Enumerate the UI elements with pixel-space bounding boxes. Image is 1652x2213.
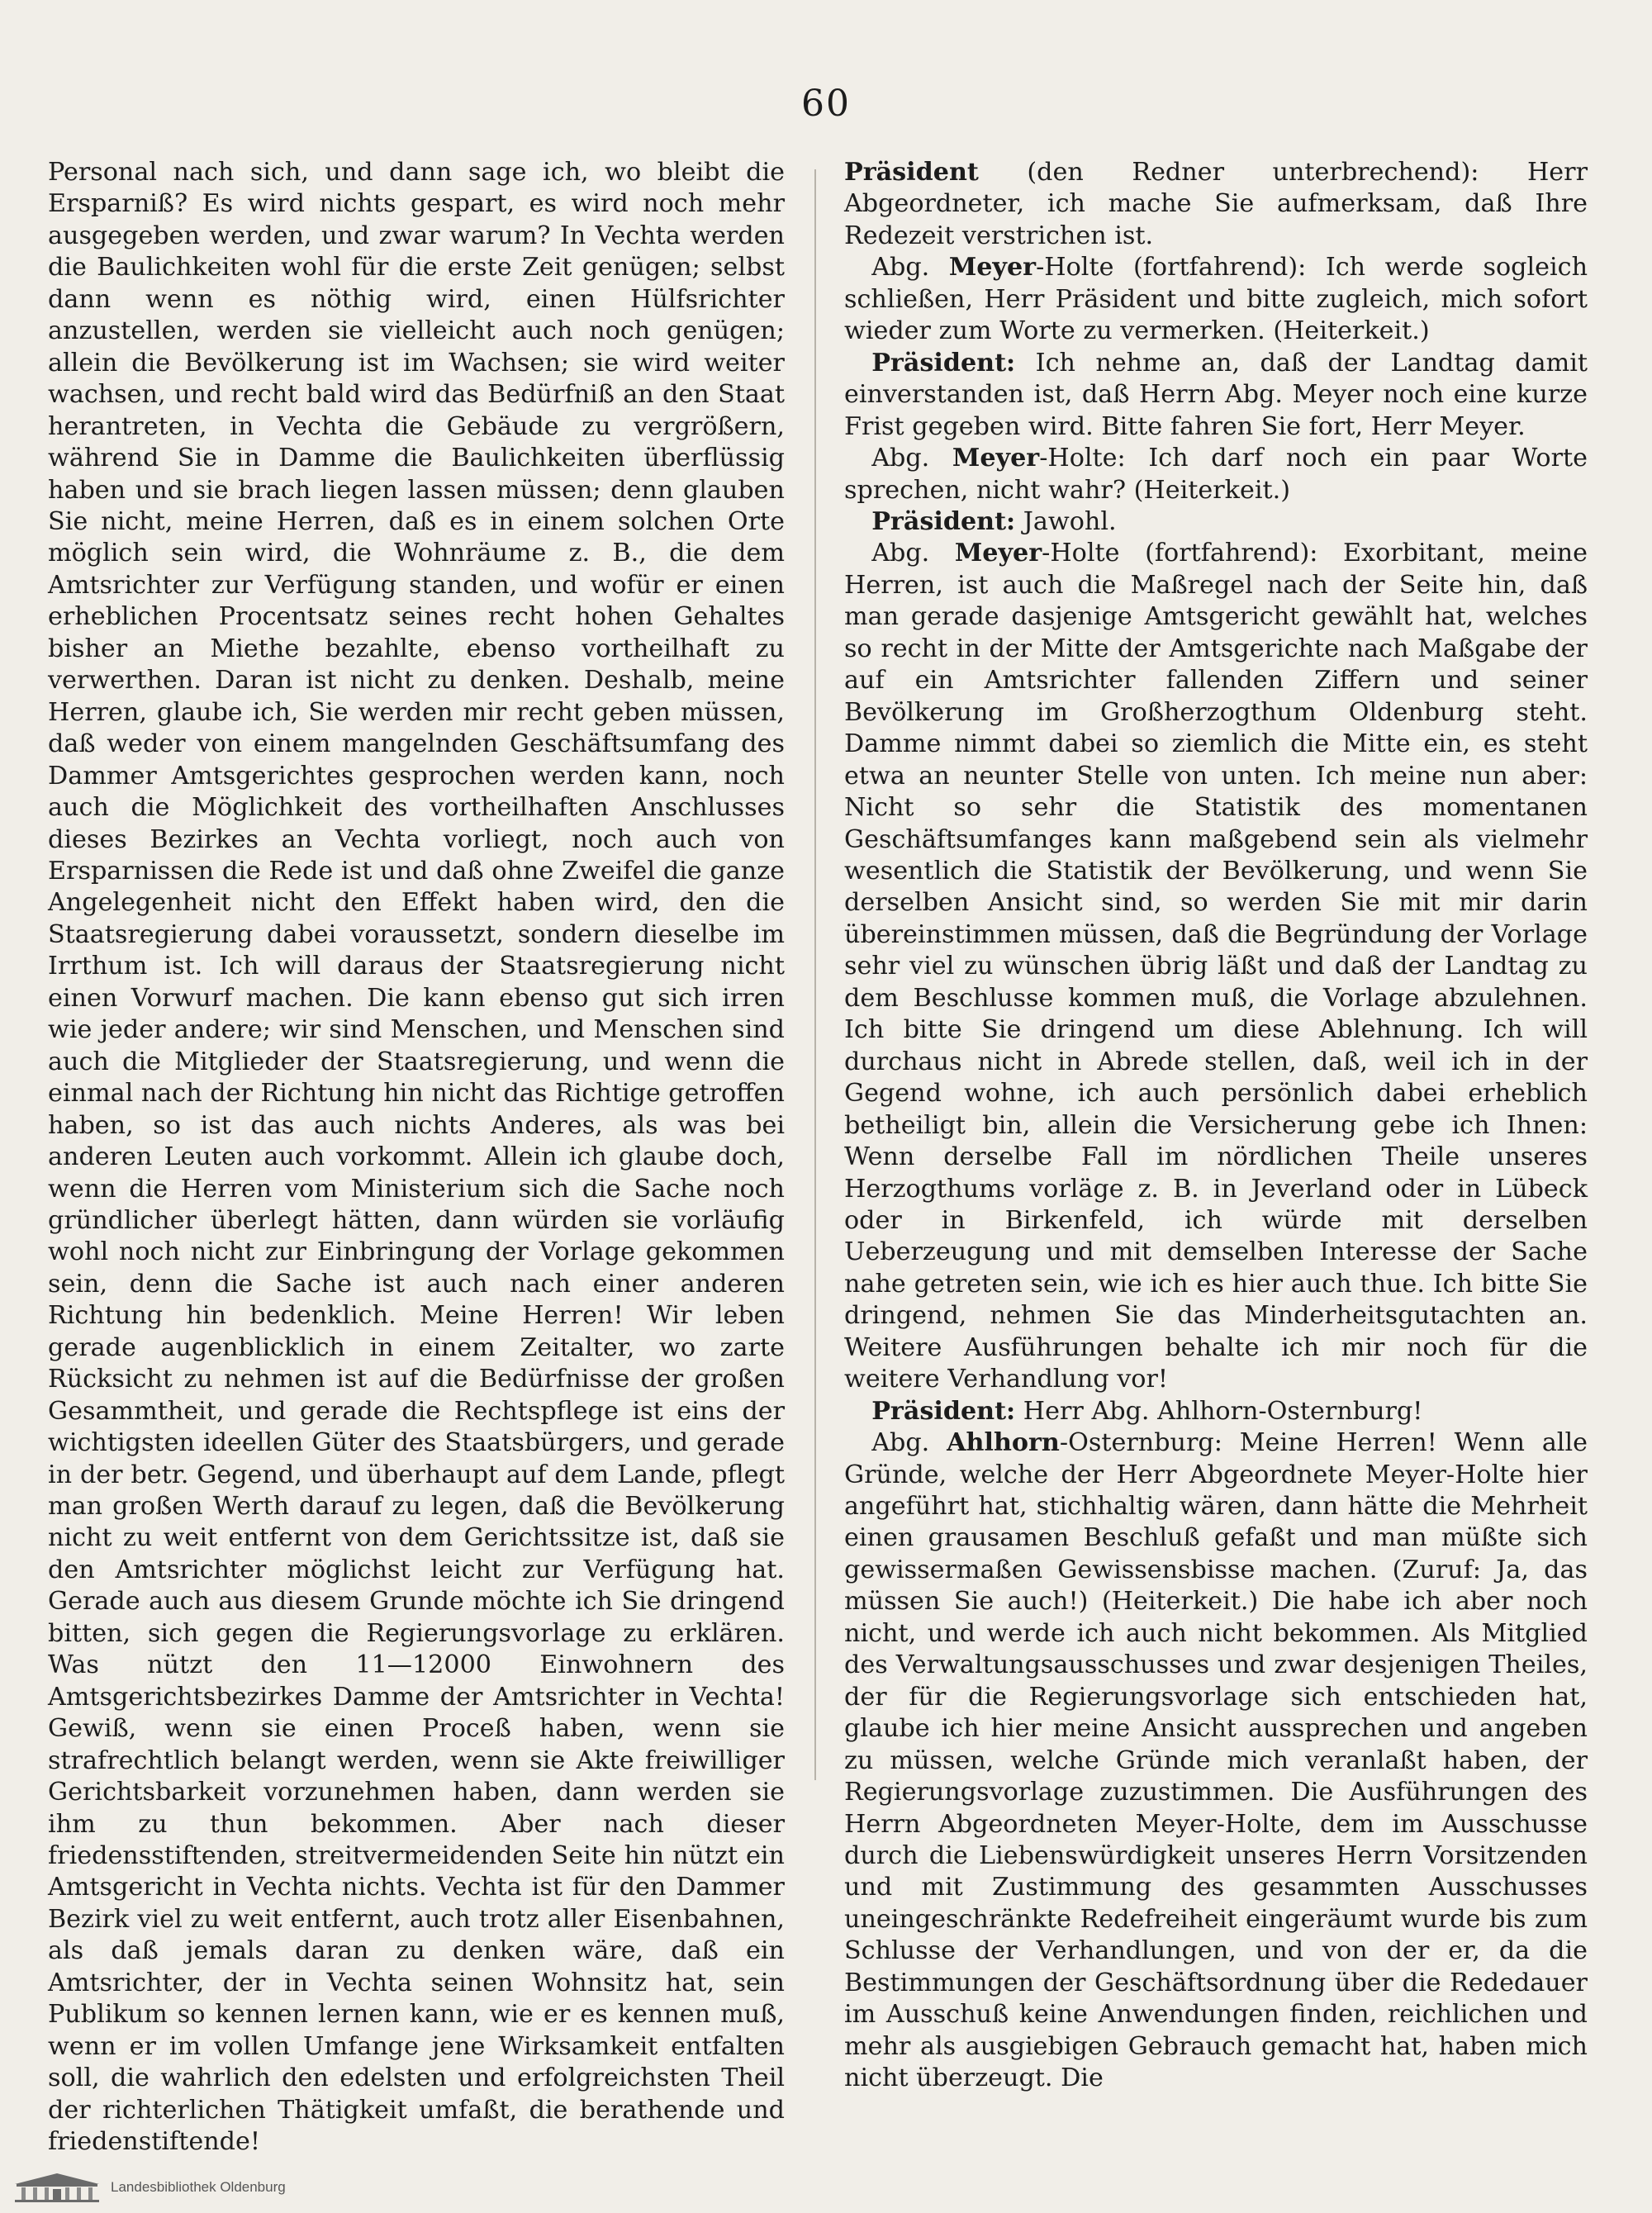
right-column: [844, 157, 1588, 2095]
speech-prefix: Abg.: [871, 539, 955, 568]
column-divider: [814, 169, 816, 1780]
speaker-name: Präsident:: [871, 1396, 1016, 1426]
library-building-icon: [12, 2171, 102, 2204]
speaker-name: Präsident:: [871, 348, 1016, 378]
page-number: 60: [801, 83, 851, 125]
speaker-name: Präsident:: [871, 506, 1016, 536]
speech-paragraph: [844, 157, 1588, 252]
speech-prefix: Abg.: [871, 1428, 947, 1458]
speech-paragraph: [844, 506, 1588, 538]
speech-text: -Holte: Ich darf noch ein paar Worte sprechen, nicht wahr? (Heiterkeit.): [844, 444, 1588, 505]
speaker-name: Ahlhorn: [947, 1428, 1060, 1458]
speech-paragraph: [844, 443, 1588, 506]
footer: [12, 2171, 286, 2204]
speech-text: Jawohl.: [1015, 506, 1117, 536]
speech-text: Herr Abg. Ahlhorn-Osternburg!: [1015, 1396, 1423, 1426]
speech-paragraph: [844, 538, 1588, 1395]
left-column: [48, 157, 785, 2158]
speech-prefix: Abg.: [871, 444, 952, 473]
footer-label: Landesbibliothek Oldenburg: [111, 2179, 286, 2195]
speech-paragraph: [844, 252, 1588, 347]
speech-paragraph: [844, 1396, 1588, 1427]
left-paragraph: Personal nach sich, und dann sage ich, wo bleibt die Ersparniß? Es wird nichts gespart, es wird noch mehr ausgegeben werden, und zwar warum? In Vechta werden die Baulichkeiten wohl für die erste Zeit genügen; selbst dann wenn es nöthig wird, einen Hülfsrichter anzustellen, werden sie vielleicht auch noch genügen; allein die Bevölkerung ist im Wachsen; sie wird weiter wachsen, und recht bald wird das Bedürfniß an den Staat herantreten, in Vechta die Gebäude zu vergrößern, während Sie in Damme die Baulichkeiten überflüssig haben und sie brach liegen lassen müssen; denn glauben Sie nicht, meine Herren, daß es in einem solchen Orte möglich sein wird, die Wohnräume z. B., die dem Amtsrichter zur Verfügung standen, und wofür er einen erheblichen Procentsatz seines recht hohen Gehaltes bisher an Miethe bezahlte, ebenso vortheilhaft zu verwerthen. Daran ist nicht zu denken. Deshalb, meine Herren, glaube ich, Sie werden mir recht geben müssen, daß weder von einem mangelnden Geschäftsumfang des Dammer Amtsgerichtes gesprochen werden kann, noch auch die Möglichkeit des vortheilhaften Anschlusses dieses Bezirkes an Vechta vorliegt, noch auch von Ersparnissen die Rede ist und daß ohne Zweifel die ganze Angelegenheit nicht den Effekt haben wird, den die Staatsregierung dabei voraussetzt, sondern dieselbe im Irrthum ist. Ich will daraus der Staatsregierung nicht einen Vorwurf machen. Die kann ebenso gut sich irren wie jeder andere; wir sind Menschen, und Menschen sind auch die Mitglieder der Staatsregierung, und wenn die einmal nach der Richtung hin nicht das Richtige getroffen haben, so ist das auch nichts Anderes, als was bei anderen Leuten auch vorkommt. Allein ich glaube doch, wenn die Herren vom Ministerium sich die Sache noch gründlicher überlegt hätten, dann würden sie vorläufig wohl noch nicht zur Einbringung der Vorlage gekommen sein, denn die Sache ist auch nach einer anderen Richtung hin bedenklich. Meine Herren! Wir leben gerade augenblicklich in einem Zeitalter, wo zarte Rücksicht zu nehmen ist auf die Bedürfnisse der großen Gesammtheit, und gerade die Rechtspflege ist eins der wichtigsten ideellen Güter des Staatsbürgers, und gerade in der betr. Gegend, und überhaupt auf dem Lande, pflegt man großen Werth darauf zu legen, daß die Bevölkerung nicht zu weit entfernt von dem Gerichtssitze ist, daß sie den Amtsrichter möglichst leicht zur Verfügung hat. Gerade auch aus diesem Grunde möchte ich Sie dringend bitten, sich gegen die Regierungsvorlage zu erklären. Was nützt den 11—12000 Einwohnern des Amtsgerichtsbezirkes Damme der Amtsrichter in Vechta! Gewiß, wenn sie einen Proceß haben, wenn sie strafrechtlich belangt werden, wenn sie Akte freiwilliger Gerichtsbarkeit vorzunehmen haben, dann werden sie ihm zu thun bekommen. Aber nach dieser friedensstiftenden, streitvermeidenden Seite hin nützt ein Amtsgericht in Vechta nichts. Vechta ist für den Dammer Bezirk viel zu weit entfernt, auch trotz aller Eisenbahnen, als daß jemals daran zu denken wäre, daß ein Amtsrichter, der in Vechta seinen Wohnsitz hat, sein Publikum so kennen lernen kann, wie er es kennen muß, wenn er im vollen Umfange jene Wirksamkeit entfalten soll, die wahrlich den edelsten und erfolgreichsten Theil der richterlichen Thätigkeit umfaßt, die berathende und friedenstiftende!: [48, 158, 785, 2157]
speaker-name: Meyer: [948, 253, 1037, 283]
speech-text: -Holte (fortfahrend): Ich werde sogleich schließen, Herr Präsident und bitte zugleich, mich sofort wieder zum Worte zu vermerken. (Heiterkeit.): [844, 253, 1588, 346]
speech-paragraph: [844, 1427, 1588, 2095]
speech-paragraph: [844, 348, 1588, 443]
speech-text: -Osternburg: Meine Herren! Wenn alle Gründe, welche der Herr Abgeordnete Meyer-Holte hier angeführt hat, stichhaltig wären, dann hätte die Mehrheit einen grausamen Beschluß gefaßt und man müßte sich gewissermaßen Gewissensbisse machen. (Zuruf: Ja, das müssen Sie auch!) (Heiterkeit.) Die habe ich aber noch nicht, und werde ich auch nicht bekommen. Als Mitglied des Verwaltungsausschusses und zwar desjenigen Theiles, der für die Regierungsvorlage sich entschieden hat, glaube ich hier meine Ansicht aussprechen und angeben zu müssen, welche Gründe mich veranlaßt haben, der Regierungsvorlage zuzustimmen. Die Ausführungen des Herrn Abgeordneten Meyer-Holte, dem im Ausschusse durch die Liebenswürdigkeit unseres Herrn Vorsitzenden und mit Zustimmung des gesammten Ausschusses uneingeschränkte Redefreiheit eingeräumt wurde bis zum Schlusse der Verhandlungen, und von der er, da die Bestimmungen der Geschäftsordnung über die Rededauer im Ausschuß keine Anwendungen finden, reichlichen und mehr als ausgiebigen Gebrauch gemacht hat, haben mich nicht überzeugt. Die: [844, 1428, 1588, 2093]
speaker-name: Meyer: [954, 539, 1042, 568]
speech-text: (den Redner unterbrechend): Herr Abgeordneter, ich mache Sie aufmerksam, daß Ihre Redezeit verstrichen ist.: [844, 158, 1588, 250]
speech-text: Ich nehme an, daß der Landtag damit einverstanden ist, daß Herrn Abg. Meyer noch eine kurze Frist gegeben wird. Bitte fahren Sie fort, Herr Meyer.: [844, 348, 1588, 441]
speaker-name: Präsident: [844, 158, 979, 187]
speaker-name: Meyer: [952, 444, 1040, 473]
speech-prefix: Abg.: [871, 253, 949, 283]
speech-text: -Holte (fortfahrend): Exorbitant, meine Herren, ist auch die Maßregel nach der Seite hin, daß man gerade dasjenige Amtsgericht gewählt hat, welches so recht in der Mitte der Amtsgerichte nach Maßgabe der auf ein Amtsrichter fallenden Ziffern und seiner Bevölkerung im Großherzogthum Oldenburg steht. Damme nimmt dabei so ziemlich die Mitte ein, es steht etwa an neunter Stelle von unten. Ich meine nun aber: Nicht so sehr die Statistik des momentanen Geschäftsumfanges kann maßgebend sein als vielmehr wesentlich die Statistik der Bevölkerung, und wenn Sie derselben Ansicht sind, so werden Sie mit mir darin übereinstimmen müssen, daß die Begründung der Vorlage sehr viel zu wünschen übrig läßt und daß der Landtag zu dem Beschlusse kommen muß, die Vorlage abzulehnen. Ich bitte Sie dringend um diese Ablehnung. Ich will durchaus nicht in Abrede stellen, daß, weil ich in der Gegend wohne, ich auch persönlich dabei erheblich betheiligt bin, allein die Versicherung gebe ich Ihnen: Wenn derselbe Fall im nördlichen Theile unseres Herzogthums vorläge z. B. in Jeverland oder in Lübeck oder in Birkenfeld, ich würde mit derselben Ueberzeugung und mit demselben Interesse der Sache nahe getreten sein, wie ich es hier auch thue. Ich bitte Sie dringend, nehmen Sie das Minderheitsgutachten an. Weitere Ausführungen behalte ich mir noch für die weitere Verhandlung vor!: [844, 539, 1588, 1394]
